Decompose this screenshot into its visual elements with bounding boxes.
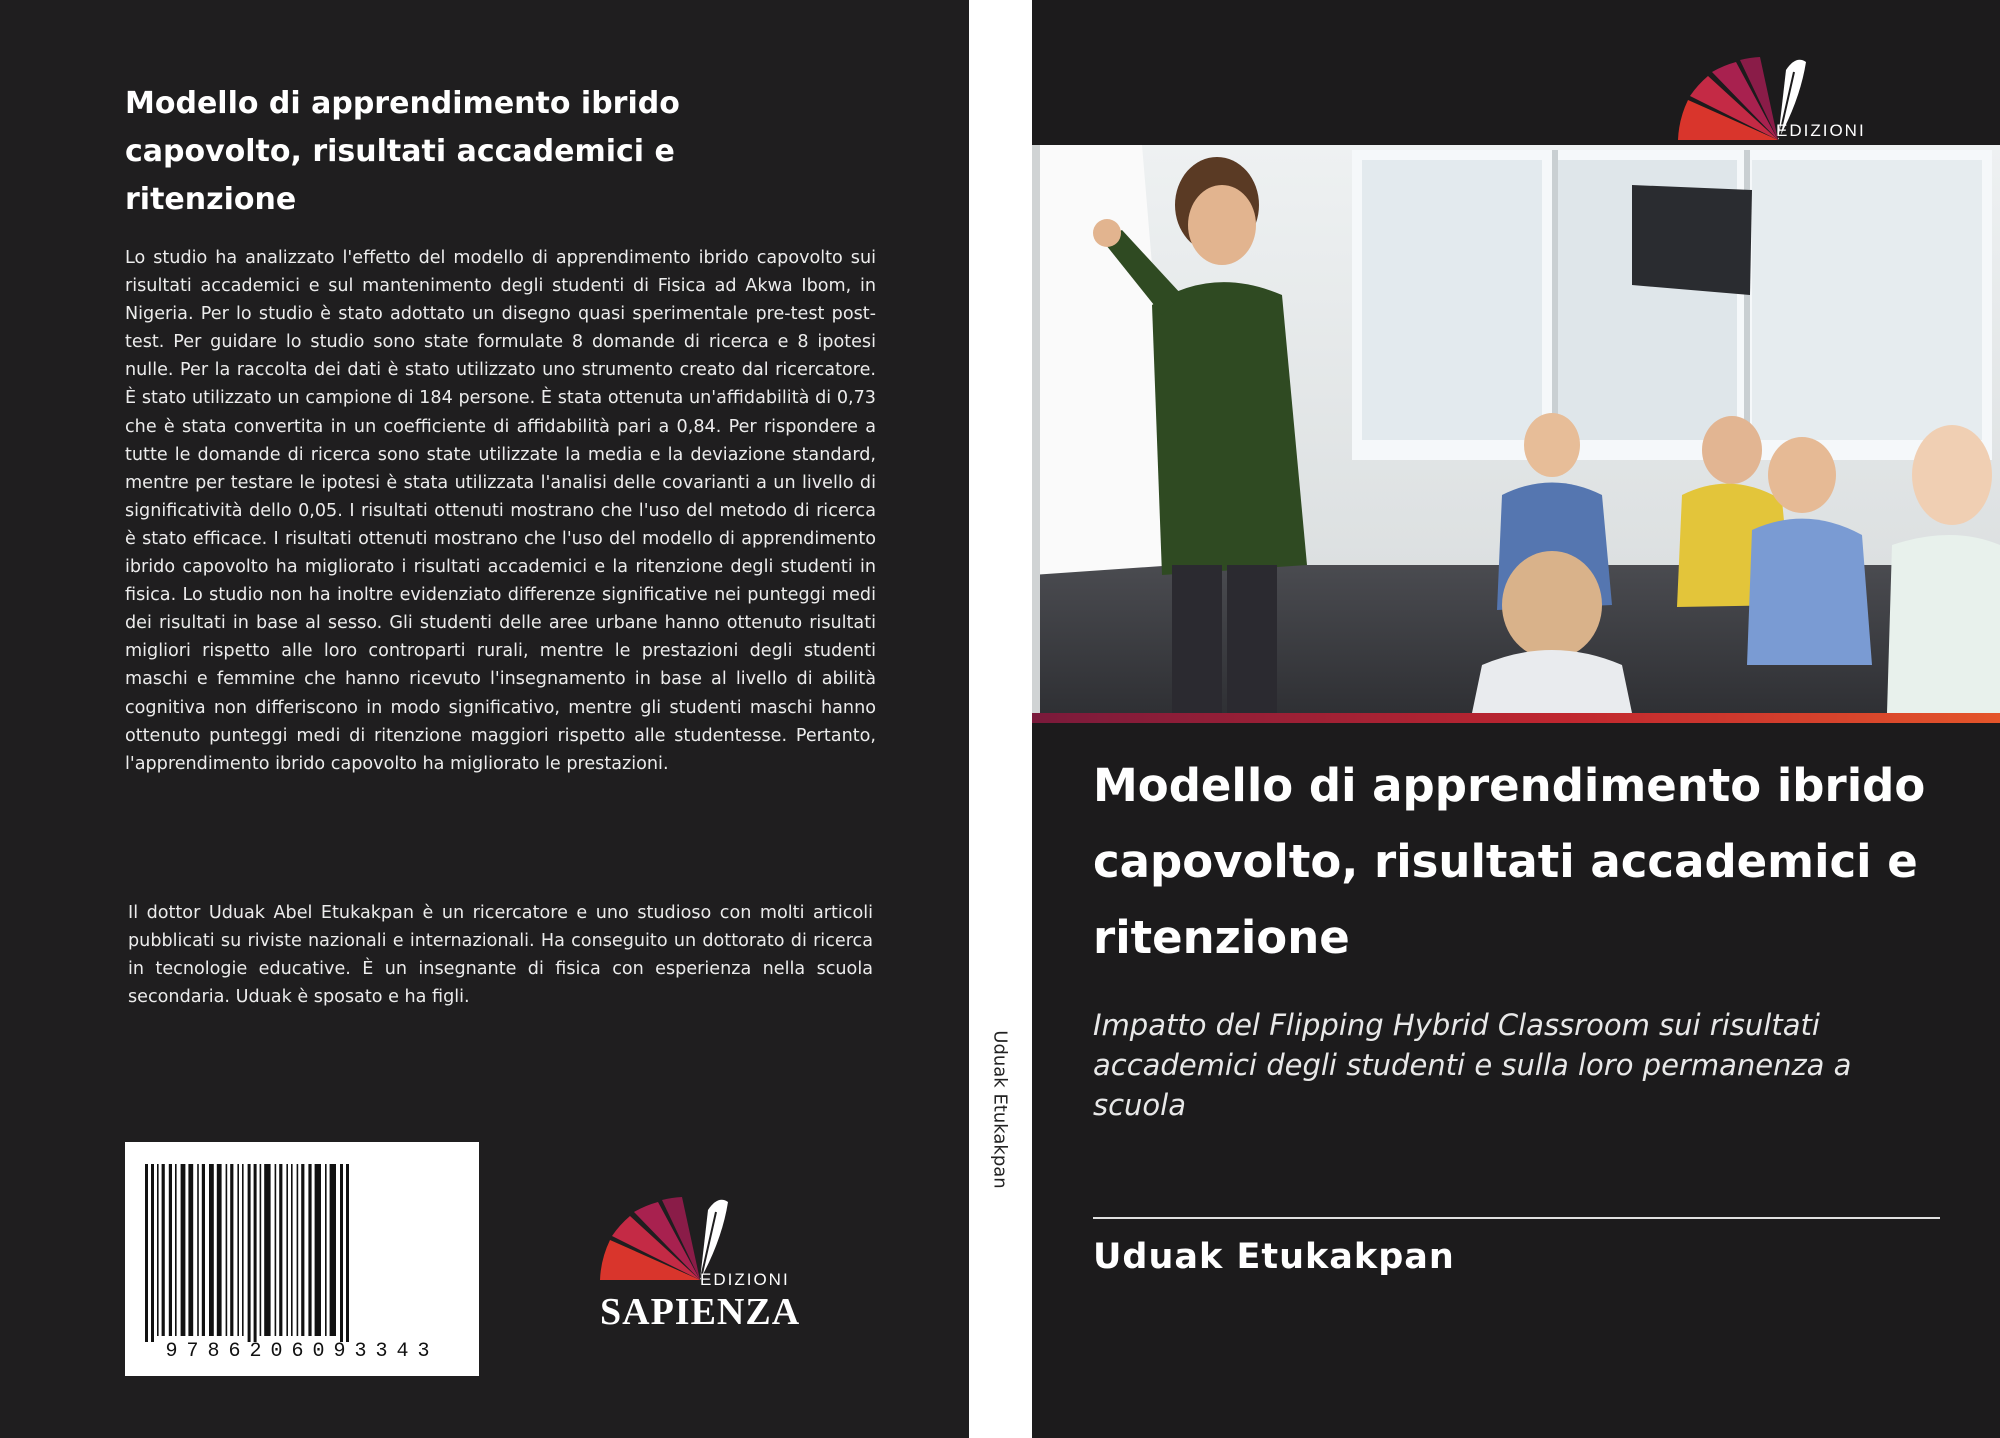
- back-publisher-logo: [590, 1195, 820, 1335]
- barcode-bar: [209, 1164, 214, 1336]
- back-cover-title: Modello di apprendimento ibrido capovolto, risultati accademici e ritenzione: [125, 86, 680, 217]
- front-cover-author: Uduak Etukakpan: [1093, 1237, 1455, 1277]
- barcode-bar: [301, 1164, 304, 1336]
- classroom-photo-illustration: [1032, 145, 2000, 713]
- barcode-bar: [151, 1164, 154, 1342]
- author-bio: Il dottor Uduak Abel Etukakpan è un ricercatore e uno studioso con molti articoli pubblicati su riviste nazionali e internazionali. Ha conseguito un dottorato di ricerca in tecnologie educative. È un insegnante di fisica con esperienza nella scuola secondaria. Uduak è sposato e ha figli.: [128, 903, 873, 1008]
- barcode-bar: [226, 1164, 228, 1336]
- barcode-bar: [254, 1164, 257, 1342]
- barcode-bar: [291, 1164, 293, 1336]
- barcode-bar: [260, 1164, 262, 1336]
- barcode-bar: [308, 1164, 311, 1336]
- classroom-photo: [1032, 145, 2000, 713]
- barcode-bars-icon: [125, 1142, 479, 1342]
- barcode-bar: [202, 1164, 205, 1336]
- barcode-bar: [157, 1164, 159, 1336]
- front-cover-title: Modello di apprendimento ibrido capovolto, risultati accademici e ritenzione: [1093, 759, 1926, 964]
- barcode-bar: [242, 1164, 244, 1336]
- barcode-bar: [197, 1164, 199, 1336]
- back-cover-abstract: Lo studio ha analizzato l'effetto del modello di apprendimento ibrido capovolto sui risultati accademici e sul mantenimento degli studenti di Fisica ad Akwa Ibom, in Nigeria. Per lo studio è stato adottato un disegno quasi sperimentale pre-test post-test. Per guidare lo studio sono state formulate 8 domande di ricerca e 8 ipotesi nulle. Per la raccolta dei dati è stato utilizzato uno strumento creato dal ricercatore. È stato utilizzato un campione di 184 persone. È stata ottenuta un'affidabilità di 0,73 che è stata convertita in un coefficiente di affidabilità pari a 0,84. Per rispondere a tutte le domande di ricerca sono state utilizzate la media e la deviazione standard, mentre per testare le ipotesi è stata utilizzata l'analisi delle covarianti a un livello di significatività dello 0,05. I risultati ottenuti mostrano che l'uso del metodo di ricerca è stato efficace. I risultati ottenuti mostrano che l'uso del modello di apprendimento ibrido capovolto ha migliorato i risultati accademici e la ritenzione degli studenti in fisica. Lo studio non ha inoltre evidenziato differenze significative nei punteggi medi dei risultati in base al sesso. Gli studenti delle aree urbane hanno ottenuto risultati migliori rispetto alle loro controparti rurali, mentre le prestazioni degli studenti maschi e femmine che hanno ricevuto l'insegnamento in base al livello di abilità cognitiva non differiscono in modo significativo, mentre gli studenti maschi hanno ottenuto punteggi medi di ritenzione maggiori rispetto alle studentesse. Pertanto, l'apprendimento ibrido capovolto ha migliorato le prestazioni.: [125, 248, 876, 774]
- barcode-bar: [275, 1164, 277, 1336]
- publisher-edizioni: EDIZIONI: [1776, 121, 1866, 140]
- barcode-bar: [315, 1164, 321, 1336]
- title-divider: [1093, 1217, 1940, 1219]
- barcode-bar: [264, 1164, 270, 1336]
- barcode-bar: [230, 1164, 233, 1336]
- barcode-bar: [237, 1164, 239, 1336]
- barcode-bar: [286, 1164, 288, 1336]
- publisher-edizioni: EDIZIONI: [700, 1270, 790, 1289]
- barcode-bar: [175, 1164, 177, 1336]
- publisher-name: SAPIENZA: [600, 1291, 801, 1333]
- barcode-bar: [340, 1164, 343, 1342]
- barcode-bar: [325, 1164, 327, 1336]
- front-cover-subtitle: Impatto del Flipping Hybrid Classroom sui risultati accademici degli studenti e sulla loro permanenza a scuola: [1093, 1008, 1852, 1122]
- isbn-number: 9786206093343: [165, 1340, 439, 1363]
- barcode-bar: [248, 1164, 251, 1342]
- barcode-bar: [145, 1164, 148, 1342]
- accent-bar: [1032, 713, 2000, 723]
- barcode-bar: [188, 1164, 193, 1336]
- barcode-bar: [181, 1164, 186, 1336]
- isbn-barcode: [125, 1142, 479, 1376]
- barcode-bar: [346, 1164, 349, 1342]
- barcode-bar: [217, 1164, 222, 1336]
- barcode-bar: [330, 1164, 336, 1336]
- barcode-bar: [169, 1164, 172, 1336]
- barcode-bar: [279, 1164, 282, 1336]
- barcode-bar: [162, 1164, 165, 1336]
- barcode-bar: [297, 1164, 299, 1336]
